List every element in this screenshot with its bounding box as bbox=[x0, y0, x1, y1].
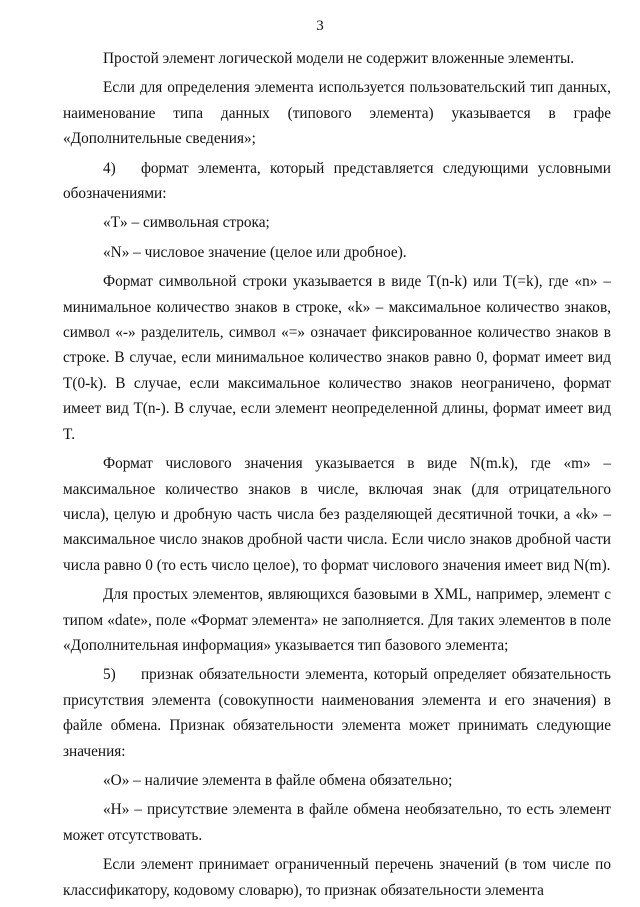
paragraph: Формат числового значения указывается в виде N(m.k), где «m» – максимальное количество знаков в числе, включая знак (для отрицательного числа), целую и дробную часть числа без разделяющей десятичной точки, а «k» – максимальное число знаков дробной части числа. Если число знаков дробной части числа равно 0 (то есть число целое), то формат числового значения имеет вид N(m). bbox=[63, 455, 611, 574]
paragraph: Для простых элементов, являющихся базовыми в XML, например, элемент с типом «date», поле «Формат элемента» не заполняется. Для таких элементов в поле «Дополнительная информация» указывается тип базового элемента; bbox=[63, 586, 611, 654]
list-item-number: 4) bbox=[103, 159, 116, 177]
page-number: 3 bbox=[316, 18, 324, 34]
list-item-text: формат элемента, который представляется следующими условными обозначениями: bbox=[63, 159, 611, 203]
paragraph: «N» – числовое значение (целое или дробное). bbox=[103, 243, 407, 261]
paragraph: «T» – символьная строка; bbox=[103, 214, 270, 232]
paragraph: Если для определения элемента используется пользовательский тип данных, наименование типа данных (типового элемента) указывается в графе «Дополнительные сведения»; bbox=[63, 79, 611, 148]
paragraph: «Н» – присутствие элемента в файле обмена необязательно, то есть элемент может отсутствовать. bbox=[63, 801, 611, 844]
list-item-text: признак обязательности элемента, который определяет обязательность присутствия элемента (совокупности наименования элемента и его значения) в файле обмена. Признак обязательности элемента может принимать следующие значения: bbox=[63, 666, 611, 760]
list-item-4 bbox=[63, 156, 611, 207]
paragraph: «О» – наличие элемента в файле обмена обязательно; bbox=[103, 771, 453, 789]
paragraph: Если элемент принимает ограниченный перечень значений (в том числе по классификатору, кодовому словарю), то признак обязательности элемента bbox=[63, 856, 611, 899]
paragraph: Простой элемент логической модели не содержит вложенные элементы. bbox=[103, 50, 575, 67]
list-item-5 bbox=[63, 662, 611, 764]
paragraph: Формат символьной строки указывается в виде T(n-k) или T(=k), где «n» – минимальное количество знаков в строке, «k» – максимальное количество знаков, символ «-» разделитель, символ «=» означает фиксированное количество знаков в строке. В случае, если минимальное количество знаков равно 0, формат имеет вид T(0-k). В случае, если максимальное количество знаков неограничено, формат имеет вид T(n-). В случае, если элемент неопределенной длины, формат имеет вид T. bbox=[63, 273, 611, 443]
document-body bbox=[63, 46, 611, 907]
list-item-number: 5) bbox=[103, 666, 116, 684]
